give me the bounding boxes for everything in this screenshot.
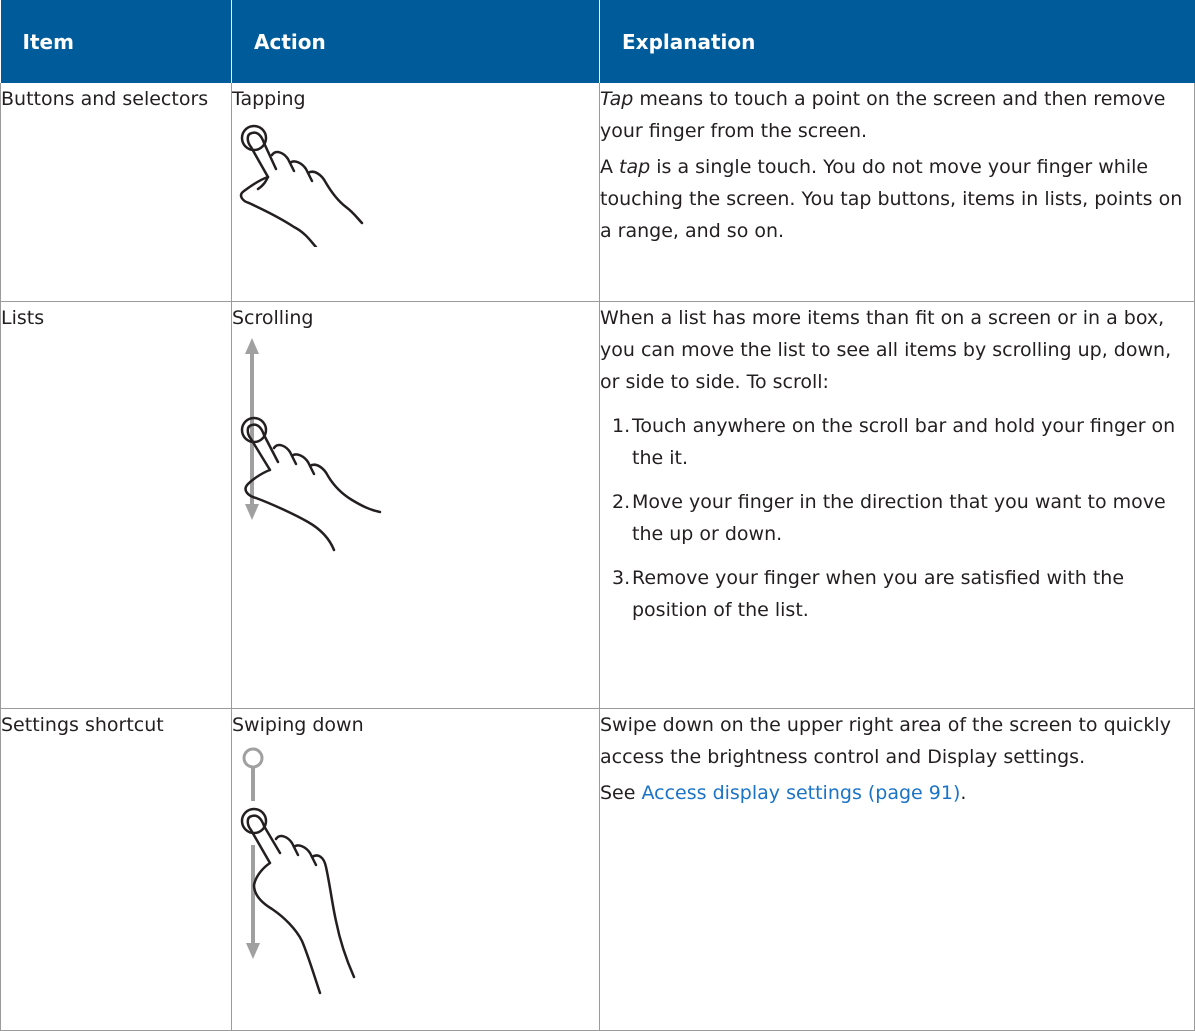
step-text: Touch anywhere on the scroll bar and hold your finger on the it. <box>632 414 1176 469</box>
tap-definition-text: means to touch a point on the screen and then remove your finger from the screen. <box>600 88 1166 142</box>
tap-detail <box>600 151 1194 247</box>
explanation-cell <box>600 708 1195 1030</box>
table-row <box>1 301 1195 708</box>
tap-detail-text: is a single touch. You do not move your finger while touching the screen. You tap buttons, items in lists, points on a range, and so on. <box>600 156 1183 242</box>
access-display-settings-link[interactable]: Access display settings (page 91) <box>641 781 961 804</box>
action-label: Swiping down <box>232 713 364 736</box>
header-action: Action <box>232 0 600 83</box>
list-item <box>600 410 1194 474</box>
see-also-tail: . <box>960 781 967 804</box>
item-cell: Settings shortcut <box>1 708 232 1030</box>
swipe-description: Swipe down on the upper right area of the screen to quickly access the brightness control and Display settings. <box>600 713 1171 768</box>
scroll-steps <box>600 410 1194 626</box>
scroll-gesture-icon <box>232 338 402 552</box>
action-cell <box>232 301 600 708</box>
table-row <box>1 708 1195 1030</box>
action-cell <box>232 708 600 1030</box>
scroll-intro: When a list has more items than fit on a screen or in a box, you can move the list to see all items by scrolling up, down, or side to side. To scroll: <box>600 306 1172 393</box>
item-cell: Buttons and selectors <box>1 83 232 301</box>
see-also-lead: See <box>600 781 642 804</box>
list-item <box>600 486 1194 550</box>
tap-definition <box>600 83 1194 147</box>
step-text: Remove your finger when you are satisfied with the position of the list. <box>632 566 1125 621</box>
step-text: Move your finger in the direction that you want to move the up or down. <box>632 490 1166 545</box>
table-header-row <box>1 0 1195 83</box>
term-tap-inline: tap <box>619 156 651 178</box>
tap-gesture-icon <box>232 119 372 247</box>
action-cell <box>232 83 600 301</box>
item-cell: Lists <box>1 301 232 708</box>
swipe-down-gesture-icon <box>232 745 402 997</box>
action-label: Scrolling <box>232 306 314 329</box>
list-item <box>600 562 1194 626</box>
explanation-cell <box>600 83 1195 301</box>
header-explanation: Explanation <box>600 0 1195 83</box>
see-also <box>600 777 1194 809</box>
explanation-cell <box>600 301 1195 708</box>
step-number: 1. <box>612 414 631 437</box>
step-number: 3. <box>612 566 631 589</box>
header-item: Item <box>1 0 232 83</box>
step-number: 2. <box>612 490 631 513</box>
action-label: Tapping <box>232 88 306 110</box>
tap-detail-lead: A <box>600 156 620 178</box>
term-tap: Tap <box>600 88 634 110</box>
table-row <box>1 83 1195 301</box>
